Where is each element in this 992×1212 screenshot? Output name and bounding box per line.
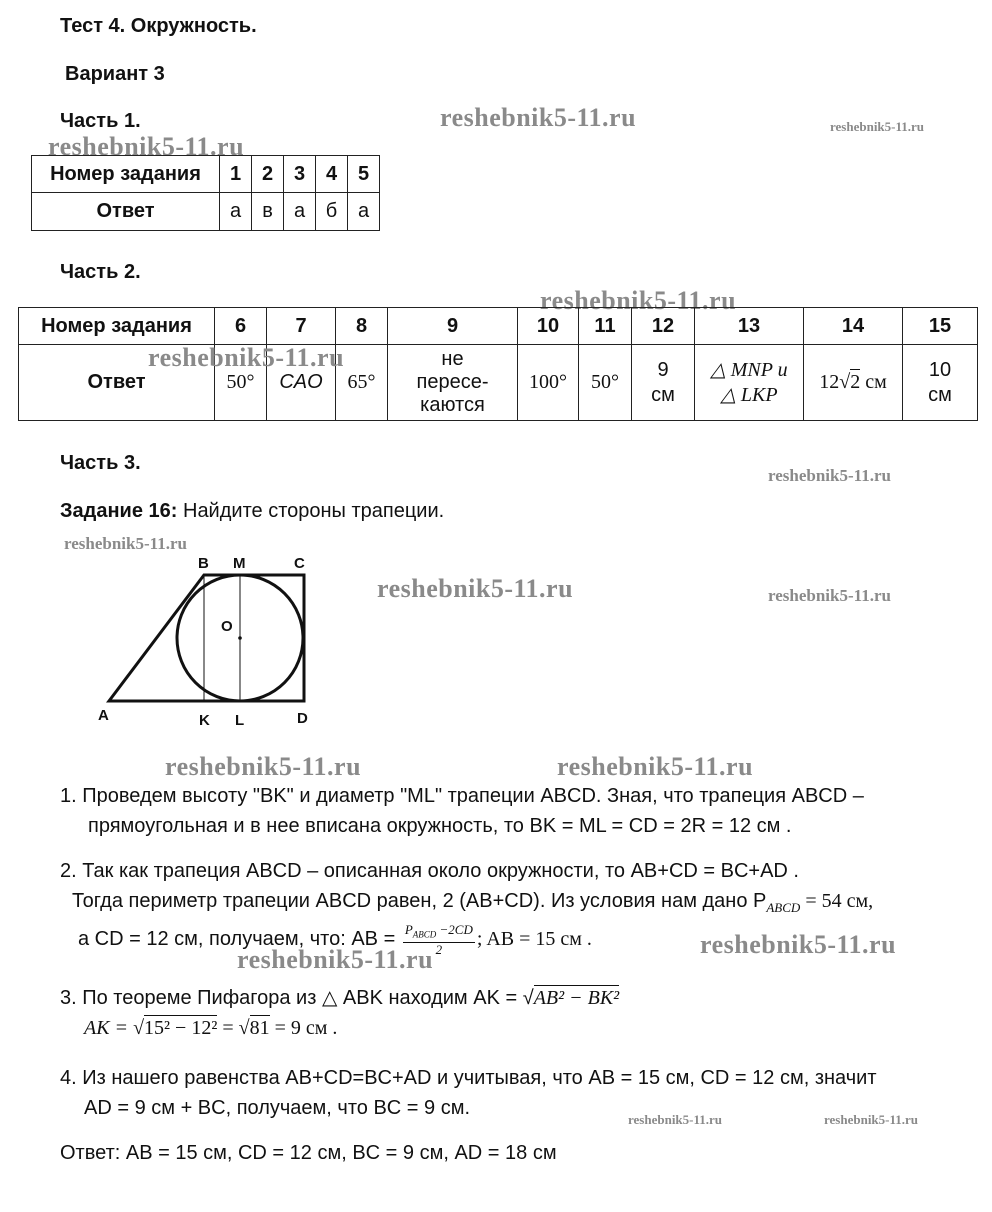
label-K: K <box>199 712 210 729</box>
text-run: 3. По теореме Пифагора из △ ABK находим AK = <box>60 987 523 1009</box>
task-number: 15 <box>903 308 978 345</box>
answer-cell: б <box>316 193 348 231</box>
label-C: C <box>294 555 305 572</box>
table-header-cell: Номер задания <box>19 308 215 345</box>
task16-text: Найдите стороны трапеции. <box>177 500 445 522</box>
answer-cell <box>903 345 978 421</box>
answer-cell: а <box>284 193 316 231</box>
label-L: L <box>235 712 245 729</box>
answer-line: пересе- <box>416 371 489 393</box>
text-run: ; AB = 15 см . <box>476 928 592 951</box>
part1-heading: Часть 1. <box>60 110 141 132</box>
watermark: reshebnik5-11.ru <box>165 752 362 781</box>
task-number: 2 <box>252 156 284 193</box>
answer-line: не <box>441 348 464 370</box>
text-run: = 54 см, <box>800 890 874 912</box>
task-number: 11 <box>579 308 632 345</box>
sqrt-sign: √ <box>238 1017 250 1039</box>
watermark: reshebnik5-11.ru <box>440 103 637 132</box>
answer-coef: 12 <box>819 371 840 393</box>
answer-line: △ LKP <box>720 383 778 406</box>
solution-step2-line2 <box>72 890 873 916</box>
text-run: Тогда периметр трапеции ABCD равен, 2 (AB+CD). Из условия нам дано P <box>72 890 767 912</box>
final-answer: Ответ: AB = 15 см, CD = 12 см, BC = 9 см, AD = 18 см <box>60 1142 557 1164</box>
text-run: AK = <box>84 1017 134 1039</box>
watermark: reshebnik5-11.ru <box>824 1112 919 1127</box>
task-number: 14 <box>804 308 903 345</box>
label-M: M <box>233 555 246 572</box>
text-run: а CD = 12 см, получаем, что: AB = <box>78 928 401 951</box>
sqrt-sign: √ <box>522 987 534 1009</box>
watermark: reshebnik5-11.ru <box>768 586 891 605</box>
task-number: 7 <box>267 308 336 345</box>
trapezoid-abcd <box>109 575 304 701</box>
answer-cell: а <box>220 193 252 231</box>
solution-step1-line2: прямоугольная и в нее вписана окружность, то BK = ML = CD = 2R = 12 см . <box>88 815 792 837</box>
answer-line: 10 <box>928 358 952 381</box>
fraction-num-tail: −2CD <box>436 922 473 937</box>
watermark: reshebnik5-11.ru <box>148 343 345 372</box>
answers-table-part1 <box>31 155 380 231</box>
task-number: 4 <box>316 156 348 193</box>
solution-step1-line1: 1. Проведем высоту "BK" и диаметр "ML" трапеции ABCD. Зная, что трапеция ABCD – <box>60 785 864 807</box>
label-B: B <box>198 555 209 572</box>
answer-line: каются <box>420 394 485 416</box>
part2-heading: Часть 2. <box>60 261 141 283</box>
watermark: reshebnik5-11.ru <box>700 930 897 959</box>
label-A: A <box>98 707 109 724</box>
task-number: 13 <box>695 308 804 345</box>
answer-cell: 50° <box>579 345 632 421</box>
solution-step4-line2: AD = 9 см + BC, получаем, что BC = 9 см. <box>84 1097 471 1119</box>
answer-line: 9 <box>657 358 669 381</box>
part3-heading: Часть 3. <box>60 452 141 474</box>
sqrt-sign: √ <box>133 1017 145 1039</box>
answer-line: △ MNP и <box>710 358 788 381</box>
table-answer-label: Ответ <box>32 193 220 231</box>
watermark: reshebnik5-11.ru <box>830 119 925 134</box>
sqrt-radicand: 15² − 12² <box>144 1017 218 1039</box>
page-title: Тест 4. Окружность. <box>60 15 257 37</box>
sqrt-radicand: 2 <box>850 371 861 393</box>
task-number: 10 <box>518 308 579 345</box>
watermark: reshebnik5-11.ru <box>377 574 574 603</box>
task-number: 12 <box>632 308 695 345</box>
answer-cell: а <box>348 193 380 231</box>
answer-cell: 50° <box>215 345 267 421</box>
sqrt-radicand: 81 <box>249 1017 270 1039</box>
task-number: 5 <box>348 156 380 193</box>
sqrt-radicand: AB² − BK² <box>533 987 620 1009</box>
center-point <box>238 636 242 640</box>
watermark: reshebnik5-11.ru <box>48 132 245 161</box>
task-number: 6 <box>215 308 267 345</box>
sqrt-sign: √ <box>839 371 851 393</box>
answer-cell <box>632 345 695 421</box>
solution-step3-line1 <box>60 985 619 1010</box>
answer-cell: 100° <box>518 345 579 421</box>
table-answer-label: Ответ <box>19 345 215 421</box>
watermark: reshebnik5-11.ru <box>768 466 891 485</box>
answer-cell <box>804 345 903 421</box>
solution-step2-line1: 2. Так как трапеция ABCD – описанная около окружности, то AB+CD = BC+AD . <box>60 860 799 882</box>
watermark: reshebnik5-11.ru <box>540 286 737 315</box>
subscript: ABCD <box>412 929 437 940</box>
answer-unit: см <box>860 371 887 393</box>
answer-cell: в <box>252 193 284 231</box>
task-number: 9 <box>388 308 518 345</box>
fraction-den: 2 <box>435 941 443 957</box>
text-run: = 9 см . <box>269 1017 338 1039</box>
task16-label: Задание 16: <box>60 500 178 522</box>
task-number: 8 <box>336 308 388 345</box>
table-header-cell: Номер задания <box>32 156 220 193</box>
solution-step3-line2 <box>84 1017 337 1040</box>
fraction-num: P <box>404 922 413 937</box>
watermark: reshebnik5-11.ru <box>237 945 434 974</box>
answer-cell <box>388 345 518 421</box>
answer-cell: 65° <box>336 345 388 421</box>
answer-cell: CAO <box>267 345 336 421</box>
trapezoid-figure <box>90 550 330 735</box>
answer-cell <box>695 345 804 421</box>
subscript: ABCD <box>766 900 801 915</box>
answer-line: см <box>651 383 675 406</box>
solution-step4-line1: 4. Из нашего равенства AB+CD=BC+AD и учитывая, что AB = 15 см, CD = 12 см, значит <box>60 1067 877 1089</box>
label-D: D <box>297 710 308 727</box>
task-number: 1 <box>220 156 252 193</box>
watermark: reshebnik5-11.ru <box>557 752 754 781</box>
text-run: = <box>217 1017 239 1039</box>
watermark: reshebnik5-11.ru <box>628 1112 723 1127</box>
watermark: reshebnik5-11.ru <box>64 534 187 553</box>
task16-statement <box>60 500 444 523</box>
answer-line: см <box>928 383 952 406</box>
task-number: 3 <box>284 156 316 193</box>
variant-title: Вариант 3 <box>65 63 165 85</box>
label-O: O <box>221 618 233 635</box>
